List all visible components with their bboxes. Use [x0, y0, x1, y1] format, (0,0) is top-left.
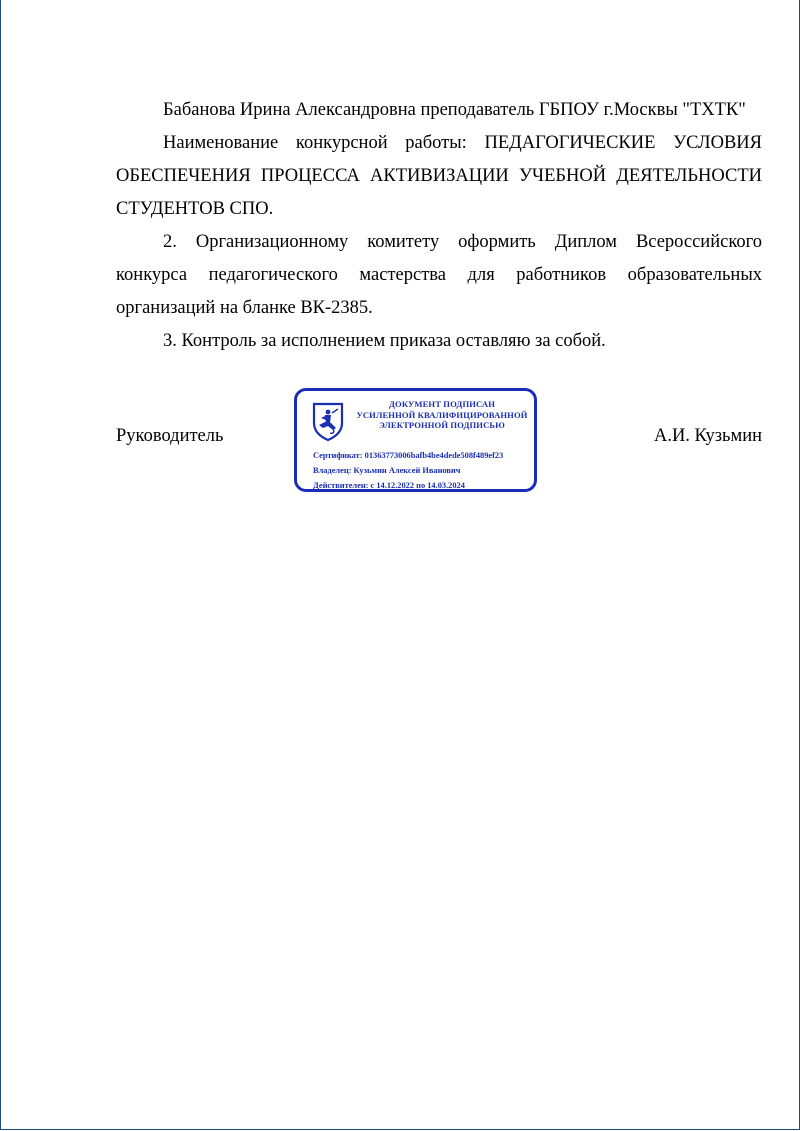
stamp-header-line-1: ДОКУМЕНТ ПОДПИСАН	[389, 399, 495, 409]
stamp-details	[313, 448, 533, 493]
stamp-certificate: Сертификат: 01363773006bafb4be4dede508f489ef23	[313, 451, 504, 460]
competition-paragraph	[116, 127, 762, 226]
author-line: Бабанова Ирина Александровна преподаватель ГБПОУ г.Москвы "ТХТК"	[163, 100, 746, 120]
item-2-line-2: конкурса педагогического мастерства для работников образовательных	[116, 265, 762, 285]
stamp-validity: Действителен: с 14.12.2022 по 14.03.2024	[313, 481, 465, 490]
signatory-name: А.И. Кузьмин	[653, 426, 762, 446]
item-2-line-3: организаций на бланке ВК-2385.	[116, 298, 373, 318]
electronic-signature-stamp	[294, 388, 537, 492]
competition-line-2: ОБЕСПЕЧЕНИЯ ПРОЦЕССА АКТИВИЗАЦИИ УЧЕБНОЙ ДЕЯТЕЛЬНОСТИ	[116, 166, 762, 186]
document-body	[116, 94, 762, 358]
item-2-line-1: 2. Организационному комитету оформить Диплом Всероссийского	[163, 232, 762, 252]
stamp-header-line-2: УСИЛЕННОЙ КВАЛИФИЦИРОВАННОЙ	[356, 409, 528, 420]
stamp-header	[349, 399, 535, 431]
item-3-line: 3. Контроль за исполнением приказа оставляю за собой.	[163, 331, 606, 351]
moscow-coat-of-arms-icon	[311, 401, 345, 441]
stamp-header-line-3: ЭЛЕКТРОННОЙ ПОДПИСЬЮ	[379, 420, 505, 430]
item-2-paragraph	[116, 226, 762, 325]
stamp-owner: Владелец: Кузьмин Алексей Иванович	[313, 466, 461, 475]
competition-line-1: Наименование конкурсной работы: ПЕДАГОГИЧЕСКИЕ УСЛОВИЯ	[163, 133, 762, 153]
competition-line-3: СТУДЕНТОВ СПО.	[116, 199, 274, 219]
signatory-role: Руководитель	[116, 426, 224, 446]
